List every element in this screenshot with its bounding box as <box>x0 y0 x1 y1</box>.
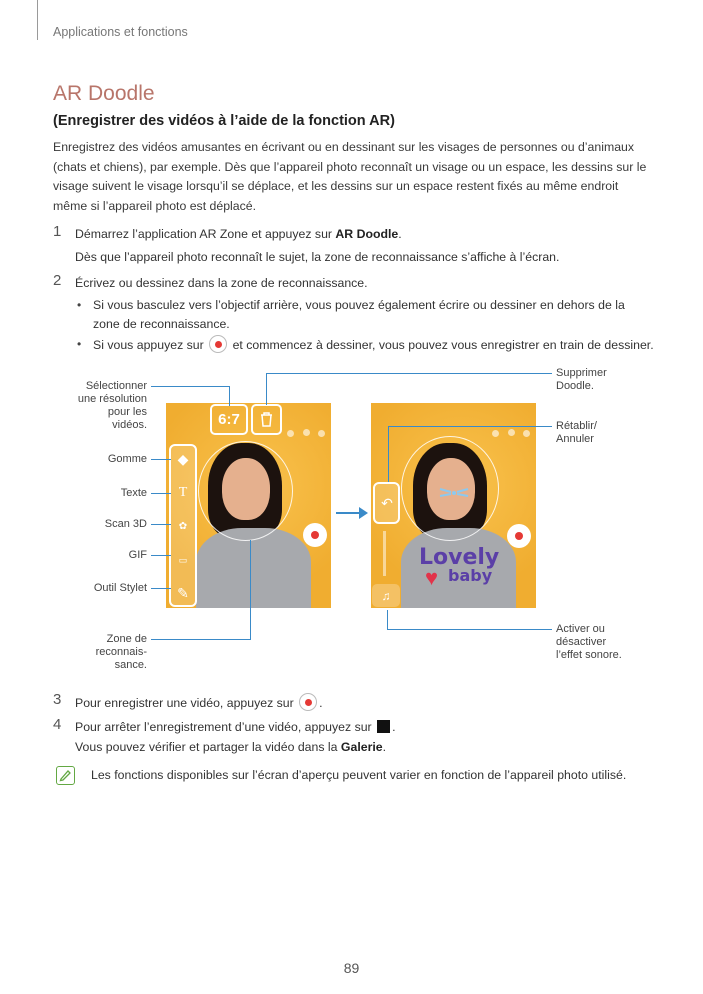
leader-line <box>229 386 230 406</box>
scan-3d-icon[interactable]: ✿ <box>178 521 188 532</box>
undo-icon[interactable]: ↶ <box>381 495 393 511</box>
arrow-right-icon <box>335 503 369 523</box>
label-line: désactiver <box>556 636 607 648</box>
step-4-pre: Pour arrêter l’enregistrement d’une vidéo, appuyez sur <box>75 720 376 734</box>
bullet-2-post: et commencez à dessiner, vous pouvez vous enregistrer en train de dessiner. <box>229 338 654 352</box>
record-button[interactable] <box>507 524 531 548</box>
step-4-sub-bold: Galerie <box>340 740 383 754</box>
label-son <box>556 623 656 662</box>
step-3-text <box>75 693 323 714</box>
label-line: Activer ou <box>556 623 605 635</box>
leader-line <box>151 588 171 589</box>
camera-preview-left <box>166 403 331 608</box>
step-4-number: 4 <box>53 716 62 733</box>
recognition-zone <box>198 441 293 541</box>
whisker-doodle <box>439 481 469 501</box>
leader-line <box>151 459 171 460</box>
step-4-sub-pre: Vous pouvez vérifier et partager la vidéo dans la <box>75 740 341 754</box>
page-number: 89 <box>343 960 360 976</box>
leader-line <box>151 493 171 494</box>
bullet-dot: • <box>77 337 82 351</box>
eraser-icon[interactable]: ◆ <box>177 451 189 467</box>
leader-line <box>388 426 389 482</box>
label-line: Supprimer <box>556 367 607 379</box>
leader-line <box>151 524 171 525</box>
margin-rule <box>37 0 38 40</box>
label-stylet: Outil Stylet <box>93 582 147 594</box>
bullet-2-pre: Si vous appuyez sur <box>93 338 208 352</box>
leader-line <box>387 629 552 630</box>
label-line: Sélectionner <box>85 380 147 392</box>
record-button[interactable] <box>303 523 327 547</box>
running-header: Applications et fonctions <box>53 25 188 39</box>
leader-line <box>266 373 552 374</box>
step-1-post: . <box>398 227 402 241</box>
label-line: pour les <box>107 406 147 418</box>
label-line: reconnais- <box>95 646 147 658</box>
label-retablir <box>556 420 646 446</box>
leader-line <box>151 555 171 556</box>
step-2-text: Écrivez ou dessinez dans la zone de reconnaissance. <box>75 276 368 290</box>
text-icon[interactable]: T <box>178 485 188 500</box>
record-icon <box>299 693 317 711</box>
bullet-1-line-1: Si vous basculez vers l’objectif arrière, vous pouvez également écrire ou dessiner en dehors de la <box>93 298 625 312</box>
label-line: une résolution <box>77 393 147 405</box>
step-1-bold: AR Doodle <box>335 227 399 241</box>
bullet-2 <box>93 335 654 356</box>
label-line: vidéos. <box>112 419 147 431</box>
label-line: Doodle. <box>556 380 594 392</box>
step-3-number: 3 <box>53 691 62 708</box>
label-line: Annuler <box>556 433 594 445</box>
slider-track <box>383 531 386 576</box>
sound-icon: ♫ <box>381 589 391 603</box>
delete-doodle-button[interactable] <box>251 404 282 435</box>
step-1-pre: Démarrez l’application AR Zone et appuyez sur <box>75 227 336 241</box>
ratio-button[interactable]: 6:7 <box>210 404 248 435</box>
leader-line <box>151 386 229 387</box>
drawing-toolbar <box>169 444 197 607</box>
record-icon <box>209 335 227 353</box>
step-4-sub-post: . <box>382 740 387 754</box>
step-3-post: . <box>319 696 323 710</box>
label-scan3d: Scan 3D <box>104 518 147 530</box>
step-2-number: 2 <box>53 272 62 289</box>
section-title: AR Doodle <box>53 82 155 105</box>
bullet-1-line-2: zone de reconnaissance. <box>93 317 230 331</box>
step-3-pre: Pour enregistrer une vidéo, appuyez sur <box>75 696 298 710</box>
undo-redo-control <box>373 482 400 524</box>
leader-line <box>151 639 250 640</box>
trash-icon <box>253 406 280 433</box>
doodle-text-baby: baby <box>448 566 493 585</box>
step-4-text <box>75 718 396 738</box>
label-line: Zone de <box>106 633 147 645</box>
note-text: Les fonctions disponibles sur l’écran d’aperçu peuvent varier en fonction de l’appareil photo utilisé. <box>91 768 627 782</box>
section-subtitle: (Enregistrer des vidéos à l’aide de la fonction AR) <box>53 113 395 129</box>
label-line: Rétablir/ <box>556 420 597 432</box>
label-line: l’effet sonore. <box>556 649 622 661</box>
label-gif: GIF <box>128 549 147 561</box>
label-resolution <box>62 380 147 432</box>
leader-line <box>387 610 388 629</box>
label-line: sance. <box>114 659 147 671</box>
intro-paragraph: Enregistrez des vidéos amusantes en écrivant ou en dessinant sur les visages de personnes ou d’animaux (chats et chiens), par exemple. Dès que l’appareil photo reconnaît un visage ou un espace, les dessins sur le visage suivent le visage lorsqu’il se déplace, et les dessins sur un espace restent fixés au même endroit même si l’appareil photo est déplacé. <box>53 140 647 213</box>
heart-doodle: ♥ <box>425 565 439 590</box>
step-4-post: . <box>392 720 396 734</box>
doodle-text-lovely: Lovely <box>419 545 500 570</box>
label-gomme: Gomme <box>107 453 147 465</box>
label-texte: Texte <box>120 487 147 499</box>
leader-line <box>250 540 251 640</box>
camera-preview-right <box>371 403 536 608</box>
bullet-dot: • <box>77 298 82 312</box>
note-icon <box>56 766 75 785</box>
stop-icon <box>377 720 390 733</box>
pen-icon[interactable]: ✎ <box>177 585 189 601</box>
leader-line <box>266 373 267 405</box>
step-1-subtext: Dès que l’appareil photo reconnaît le sujet, la zone de reconnaissance s’affiche à l’écran. <box>75 250 560 264</box>
leader-line <box>388 426 552 427</box>
step-1-number: 1 <box>53 223 62 240</box>
label-zone <box>62 633 147 672</box>
step-4-subtext <box>75 738 386 758</box>
step-1-text <box>75 225 402 245</box>
gif-icon[interactable]: ▭ <box>178 555 188 565</box>
sound-button[interactable] <box>372 584 400 607</box>
label-supprimer <box>556 367 646 393</box>
